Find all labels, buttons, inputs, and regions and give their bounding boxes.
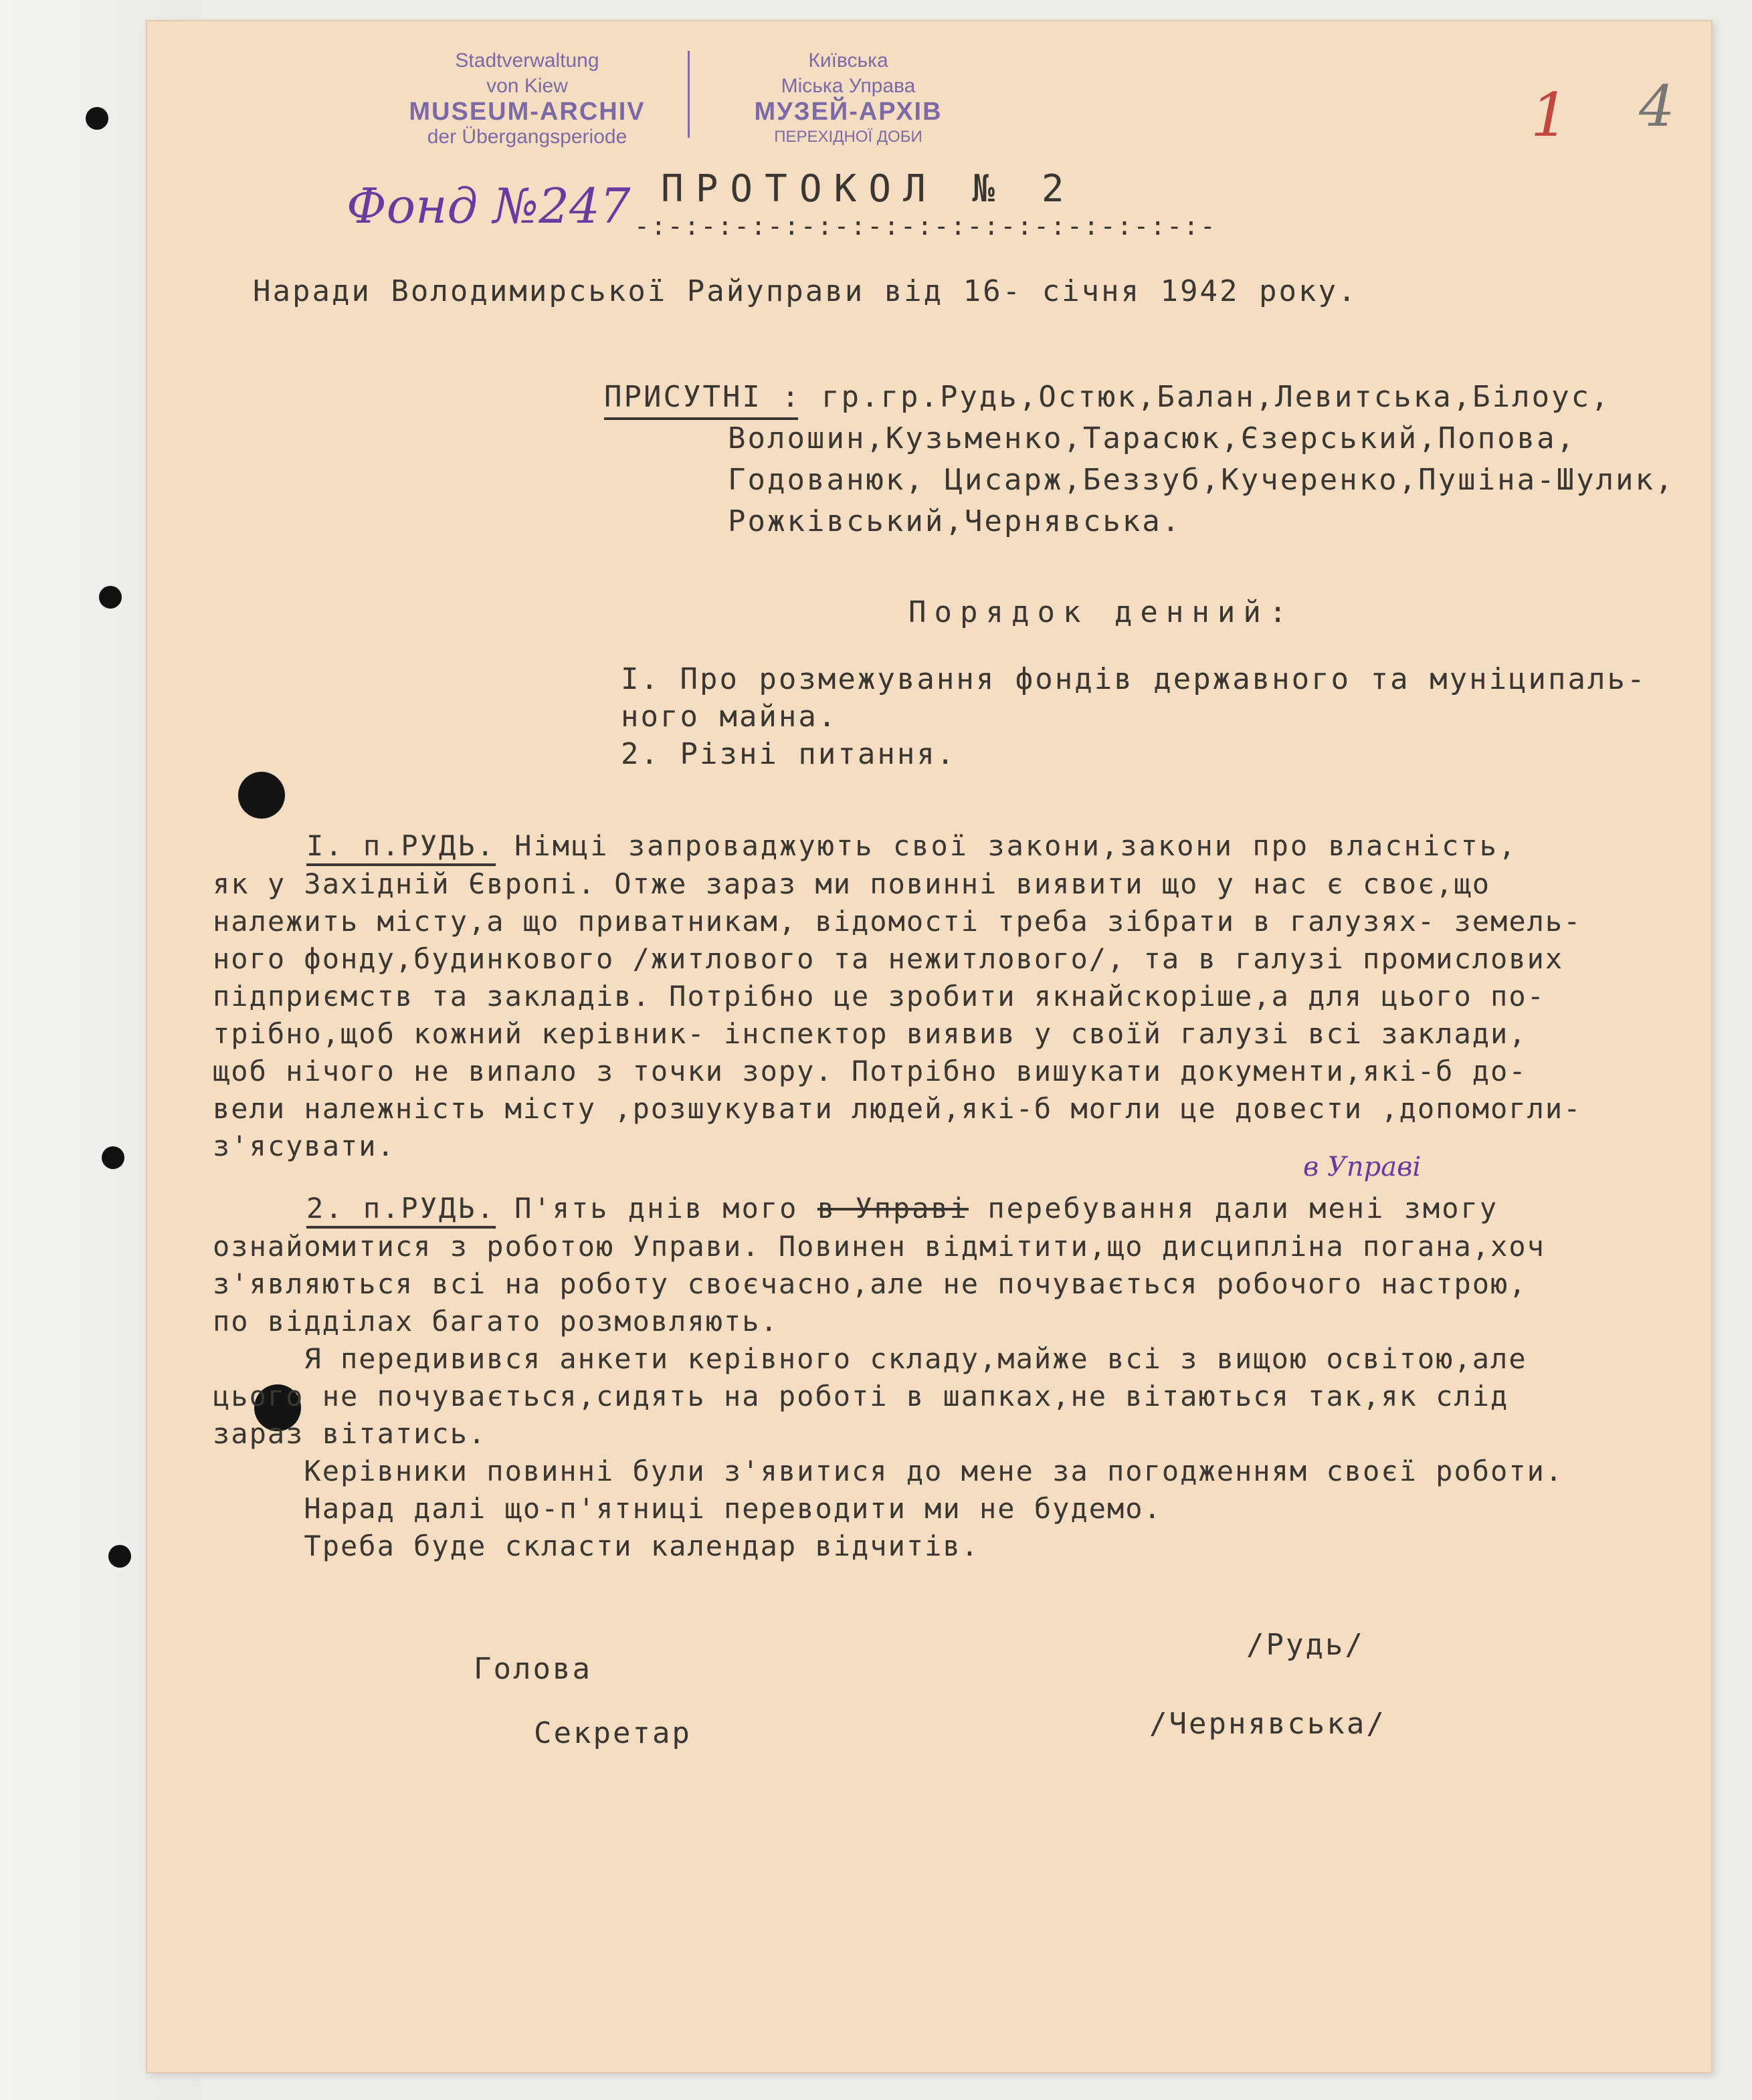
document-subtitle: Наради Володимирської Райуправи від 16- січня 1942 року. (253, 274, 1358, 308)
section2-line: Керівники повинні були з'явитися до мене за погодженням своєї роботи. (213, 1455, 1564, 1487)
title-divider: -:-:-:-:-:-:-:-:-:-:-:-:-:-:-:-:-:- (634, 211, 1217, 241)
section2-line: зараз вітатись. (213, 1417, 487, 1450)
punch-hole (102, 1146, 124, 1169)
punch-hole (108, 1545, 131, 1568)
secretary-name: /Чернявська/ (1149, 1707, 1386, 1741)
red-page-mark: 1 (1531, 80, 1569, 150)
stamp-line: der Übergangsperiode (427, 126, 627, 148)
present-line: Волошин,Кузьменко,Тарасюк,Єзерський,Попова, (728, 421, 1577, 455)
present-label-underline (604, 417, 798, 420)
section1-speaker: І. п.РУДЬ. (306, 829, 496, 866)
section1-line: вели належність місту ,розшукувати людей,які-б могли це довести ,допомогли- (213, 1092, 1582, 1125)
section1-line: підприємств та закладів. Потрібно це зробити якнайскоріше,а для цього по- (213, 980, 1545, 1013)
section2-speaker: 2. п.РУДЬ. (306, 1192, 496, 1229)
section2-line: Я передивився анкети керівного складу,майже всі з вищою освітою,але (213, 1342, 1527, 1375)
stamp-line: Stadtverwaltung (455, 49, 599, 72)
punch-hole (99, 586, 122, 609)
section2-text: П'ять днів мого (495, 1192, 817, 1225)
section2-first-line (306, 1192, 1498, 1225)
paper-punch-hole (238, 772, 285, 819)
chair-label: Голова (474, 1652, 592, 1686)
section2-line: ознайомитися з роботою Управи. Повинен відмітити,що дисципліна погана,хоч (213, 1230, 1545, 1263)
section2-line: Нарад далі що-п'ятниці переводити ми не будемо. (213, 1492, 1162, 1525)
chair-name: /Рудь/ (1246, 1628, 1365, 1662)
section1-first-line (306, 829, 1517, 862)
section2-text: перебування дали мені змогу (969, 1192, 1499, 1225)
stamp-line: Міська Управа (781, 75, 916, 97)
agenda-item: І. Про розмежування фондів державного та муніципаль- (621, 662, 1647, 696)
section2-line: з'являються всі на роботу своєчасно,але не почувається робочого настрою, (213, 1267, 1527, 1300)
punch-hole (86, 107, 108, 130)
section1-line: щоб нічого не випало з точки зору. Потрібно вишукати документи,які-б до- (213, 1055, 1527, 1087)
document-page (146, 20, 1713, 2073)
fond-number-note: Фонд №247 (347, 178, 631, 234)
agenda-item: ного майна. (621, 700, 838, 734)
section1-line: належить місту,а що приватникам, відомості треба зібрати в галузях- земель- (213, 905, 1582, 938)
stamp-left (373, 48, 681, 150)
present-line: Рожківський,Чернявська. (728, 504, 1182, 538)
archive-stamp (373, 48, 1002, 162)
secretary-label: Секретар (534, 1716, 692, 1750)
stamp-line: Київська (808, 49, 888, 72)
stamp-line: МУЗЕЙ-АРХІВ (754, 98, 943, 126)
pencil-page-number: 4 (1639, 74, 1675, 139)
present-line: Годованюк, Цисарж,Беззуб,Кучеренко,Пушіна-Шулик, (728, 463, 1675, 497)
struck-text: в Управі (817, 1192, 969, 1225)
stamp-right (694, 48, 1002, 150)
document-title: ПРОТОКОЛ № 2 (661, 167, 1076, 211)
section1-line: як у Західній Європі. Отже зараз ми повинні виявити що у нас є своє,що (213, 867, 1491, 900)
stamp-divider (688, 51, 690, 138)
section1-line: ного фонду,будинкового /житлового та нежитлового/, та в галузі промислових (213, 942, 1564, 975)
section2-line: по відділах багато розмовляють. (213, 1305, 779, 1338)
stamp-line: MUSEUM-ARCHIV (409, 98, 646, 126)
section2-line: Треба буде скласти календар відчитів. (213, 1530, 980, 1562)
section2-line: цього не почувається,сидять на роботі в шапках,не вітаються так,як слід (213, 1380, 1509, 1412)
section1-line: з'ясувати. (213, 1130, 395, 1162)
stamp-line: von Kiew (486, 75, 568, 97)
present-label: ПРИСУТНІ : (604, 380, 801, 414)
stamp-line: ПЕРЕХІДНОЇ ДОБИ (774, 128, 922, 146)
section1-text: Німці запроваджують свої закони,закони про власність, (495, 829, 1518, 862)
present-line: гр.гр.Рудь,Остюк,Балан,Левитська,Білоус, (821, 380, 1611, 414)
section1-line: трібно,щоб кожний керівник- інспектор виявив у своїй галузі всі заклади, (213, 1017, 1527, 1050)
handwritten-insertion: в Управі (1303, 1152, 1422, 1182)
agenda-item: 2. Різні питання. (621, 737, 957, 771)
agenda-heading: Порядок денний: (908, 595, 1295, 629)
